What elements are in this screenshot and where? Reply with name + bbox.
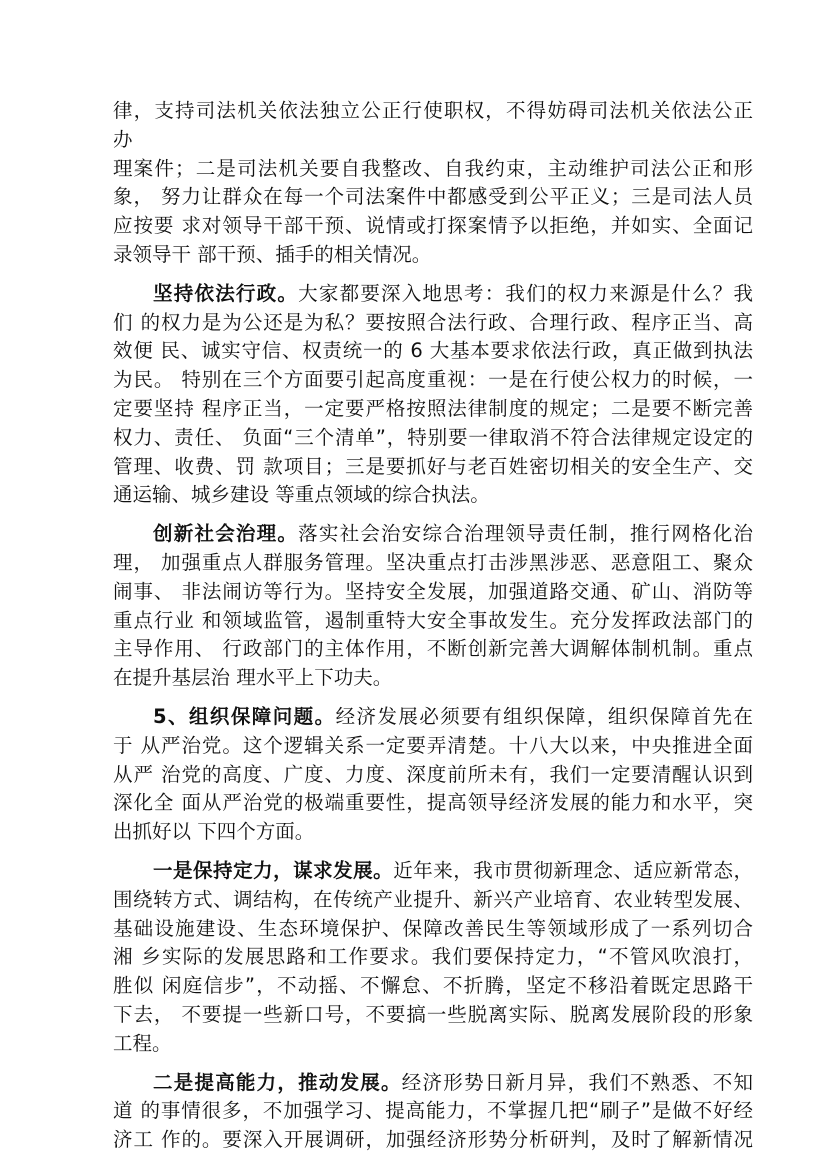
line-text: 律，支持司法机关依法独立公正行使职权，不得妨碍司法机关依法公正 [113,99,753,122]
text-line [113,857,753,886]
text-line [113,453,753,482]
text-line [113,549,753,578]
paragraph [113,97,753,270]
paragraph-heading: 创新社会治理。 [153,522,299,546]
line-text: 们 的权力是为公还是为私？要按照合法行政、合理行政、程序正当、高 [113,310,753,334]
text-line [113,424,753,453]
text-line [113,578,753,607]
line-text: 在提升基层治 理水平上下功夫。 [113,666,393,690]
text-line [113,126,753,155]
paragraph [113,703,753,847]
line-text: 象， 努力让群众在每一个司法案件中都感受到公平正义；三是司法人员 [113,185,753,209]
line-text: 应按要 求对领导干部干预、说情或打探案情予以拒绝，并如实、全面记 [113,214,753,238]
text-line [113,761,753,790]
line-text: 落实社会治安综合治理领导责任制，推行网格化治 [298,522,753,546]
text-line [113,309,753,338]
line-text: 为民。 特别在三个方面要引起高度重视：一是在行使公权力的时候，一 [113,368,753,392]
paragraph [113,1069,753,1155]
text-line [113,155,753,184]
line-text: 大家都要深入地思考：我们的权力来源是什么？我 [298,281,753,305]
text-line [113,183,753,212]
paragraph [113,857,753,1059]
line-text: 从严 治党的高度、广度、力度、深度前所未有，我们一定要清醒认识到 [113,762,753,786]
text-line [113,1097,753,1126]
line-text: 济工 作的。要深入开展调研，加强经济形势分析研判，及时了解新情况 [113,1128,753,1152]
line-text: 权力、责任、 负面“三个清单”，特别要一律取消不符合法律规定设定的 [113,425,753,449]
paragraph-heading: 二是提高能力，推动发展。 [153,1070,402,1094]
line-text: 重点行业 和领域监管，遏制重特大安全事故发生。充分发挥政法部门的 [113,608,753,632]
text-line [113,1126,753,1155]
text-line [113,789,753,818]
text-line [113,886,753,915]
text-line [113,915,753,944]
line-text: 闹事、 非法闹访等行为。坚持安全发展，加强道路交通、矿山、消防等 [113,579,753,603]
text-line [113,664,753,693]
paragraph [113,520,753,693]
text-line [113,607,753,636]
text-line [113,366,753,395]
line-text: 理， 加强重点人群服务管理。坚决重点打击涉黑涉恶、恶意阻工、聚众 [113,550,753,574]
text-line [113,212,753,241]
line-text: 下去， 不要提一些新口号，不要搞一些脱离实际、脱离发展阶段的形象 [113,1002,753,1026]
line-text: 出抓好以 下四个方面。 [113,820,315,844]
text-line [113,337,753,366]
paragraph-heading: 一是保持定力，谋求发展。 [153,858,394,882]
line-text: 主导作用、 行政部门的主体作用，不断创新完善大调解体制机制。重点 [113,637,753,661]
line-text: 办 [113,127,133,151]
text-line [113,395,753,424]
text-line [113,280,753,309]
text-line [113,241,753,270]
text-line [113,818,753,847]
paragraph-heading: 5、组织保障问题。 [153,704,336,728]
text-line [113,703,753,732]
line-text: 工程。 [113,1031,172,1055]
line-text: 经济发展必须要有组织保障，组织保障首先在 [335,704,753,728]
line-text: 录领导干 部干预、插手的相关情况。 [113,242,432,266]
line-text: 于 从严治党。这个逻辑关系一定要弄清楚。十八大以来，中央推进全面 [113,733,753,757]
text-line [113,635,753,664]
text-line [113,1001,753,1030]
text-line [113,972,753,1001]
line-text: 近年来，我市贯彻新理念、适应新常态， [393,858,753,882]
line-text: 深化全 面从严治党的极端重要性，提高领导经济发展的能力和水平，突 [113,791,753,815]
line-text: 围绕转方式、调结构，在传统产业提升、新兴产业培育、农业转型发展、 [113,887,753,911]
text-line [113,481,753,510]
paragraph [113,280,753,510]
document-body [113,97,753,1155]
text-line [113,520,753,549]
line-text: 理案件；二是司法机关要自我整改、自我约束，主动维护司法公正和形 [113,156,753,180]
line-text: 定要坚持 程序正当，一定要严格按照法律制度的规定；二是要不断完善 [113,396,753,420]
line-text: 通运输、城乡建设 等重点领域的综合执法。 [113,483,490,507]
text-line [113,943,753,972]
paragraph-heading: 坚持依法行政。 [153,281,299,305]
text-line [113,1030,753,1059]
line-text: 湘 乡实际的发展思路和工作要求。我们要保持定力，“不管风吹浪打， [113,945,753,969]
line-text: 效便 民、诚实守信、权责统一的 6 大基本要求依法行政，真正做到执法 [113,339,753,363]
text-line [113,1069,753,1098]
text-line [113,97,753,126]
line-text: 胜似 闲庭信步”，不动摇、不懈怠、不折腾，坚定不移沿着既定思路干 [113,974,753,998]
text-line [113,732,753,761]
line-text: 经济形势日新月异，我们不熟悉、不知 [401,1070,753,1094]
line-text: 管理、收费、罚 款项目；三是要抓好与老百姓密切相关的安全生产、交 [113,454,753,478]
line-text: 基础设施建设、生态环境保护、保障改善民生等领域形成了一系列切合 [113,916,753,940]
line-text: 道 的事情很多，不加强学习、提高能力，不掌握几把“刷子”是做不好经 [113,1099,753,1123]
